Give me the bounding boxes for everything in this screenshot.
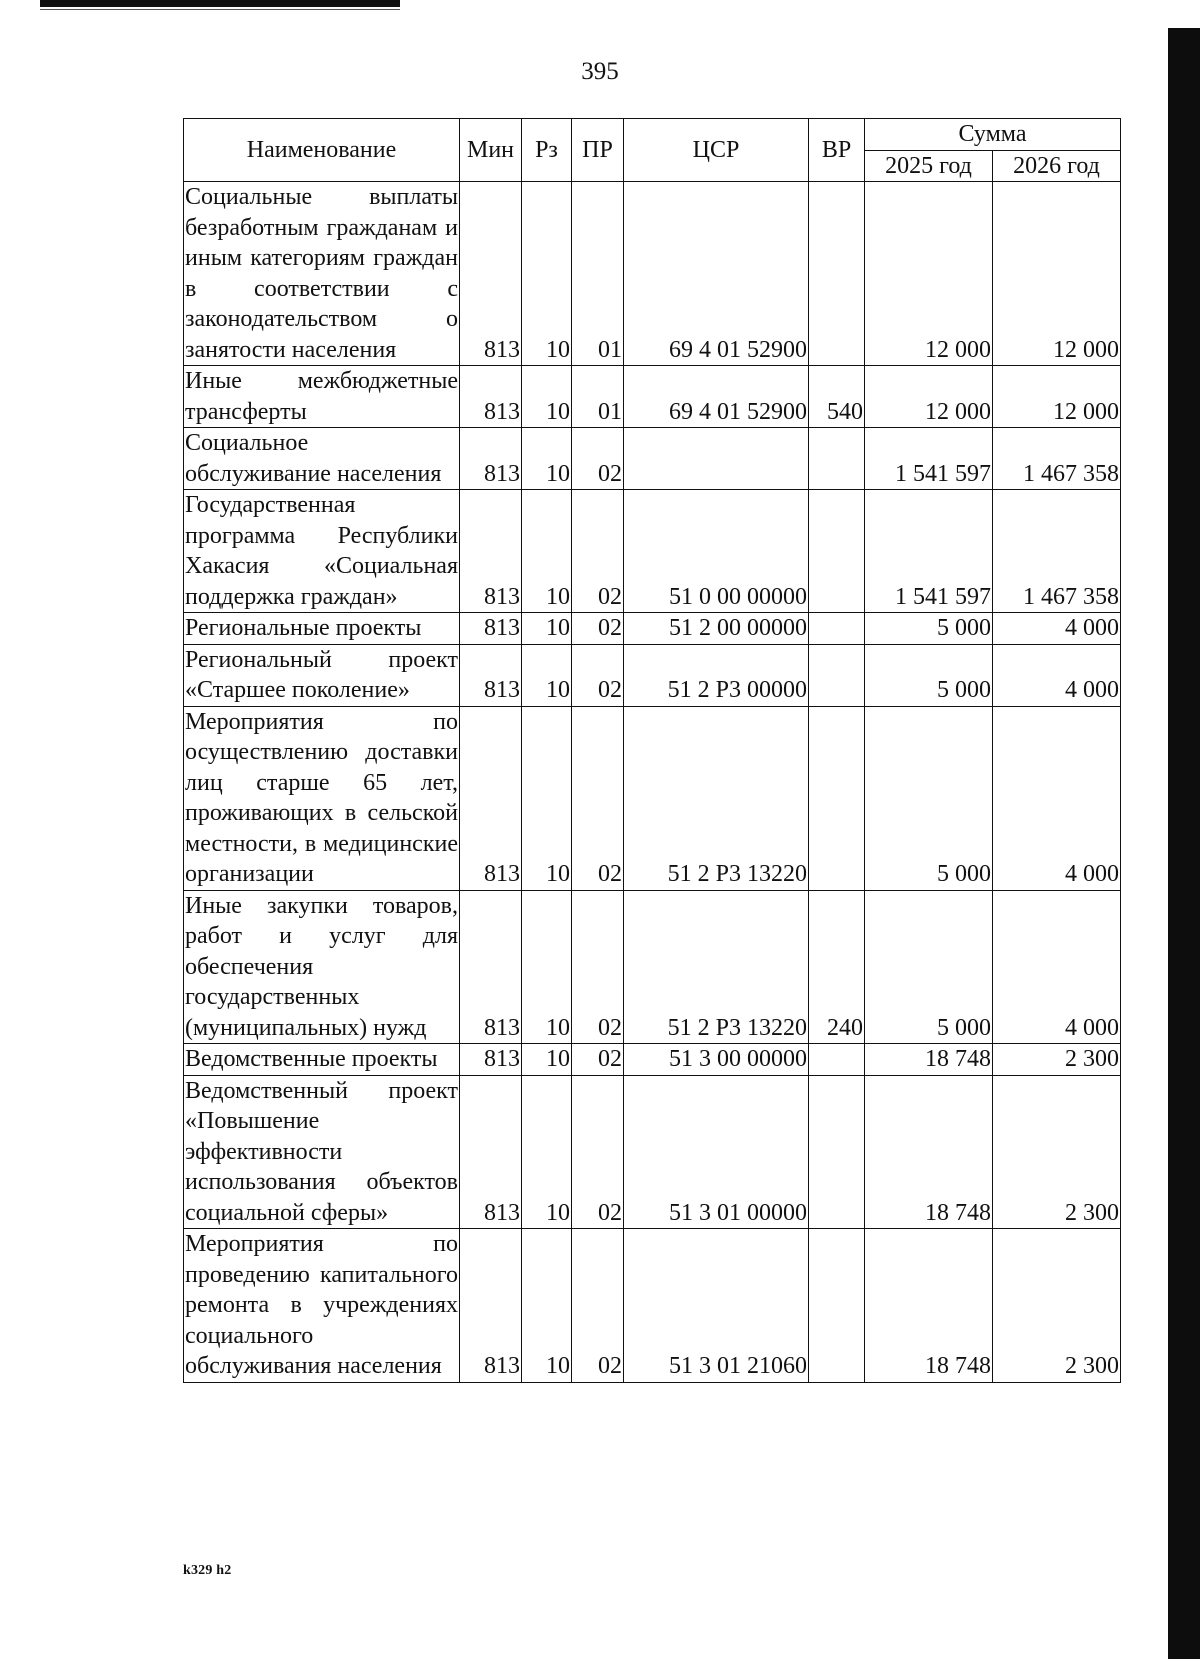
cell-sum-2026: 4 000 [993,890,1121,1044]
cell-csr: 51 3 00 00000 [624,1044,809,1076]
cell-rz: 10 [522,644,572,706]
cell-vr [809,613,865,645]
cell-pr: 02 [572,1044,624,1076]
cell-vr [809,428,865,490]
cell-min: 813 [460,1044,522,1076]
cell-rz: 10 [522,1075,572,1229]
cell-name: Государственная программа Республики Хакасия «Социальная поддержка граждан» [184,490,460,613]
header-sum: Сумма [865,119,1121,151]
cell-sum-2026: 4 000 [993,644,1121,706]
cell-min: 813 [460,1075,522,1229]
cell-pr: 02 [572,428,624,490]
cell-sum-2025: 18 748 [865,1229,993,1383]
header-year-2025: 2025 год [865,150,993,182]
cell-csr: 51 2 P3 00000 [624,644,809,706]
cell-sum-2025: 1 541 597 [865,428,993,490]
cell-pr: 02 [572,644,624,706]
table-row [184,613,1121,645]
cell-name: Ведомственные проекты [184,1044,460,1076]
cell-rz: 10 [522,428,572,490]
cell-min: 813 [460,182,522,366]
cell-csr: 51 2 P3 13220 [624,706,809,890]
table-row [184,182,1121,366]
table-row [184,428,1121,490]
cell-vr [809,182,865,366]
cell-name: Мероприятия по проведению капитального ремонта в учреждениях социального обслуживания населения [184,1229,460,1383]
cell-sum-2025: 12 000 [865,366,993,428]
cell-csr: 51 2 P3 13220 [624,890,809,1044]
cell-pr: 02 [572,706,624,890]
table-row [184,1229,1121,1383]
cell-sum-2026: 4 000 [993,706,1121,890]
cell-name: Социальное обслуживание населения [184,428,460,490]
page-number: 395 [581,58,619,85]
top-rule-thin [40,9,400,10]
cell-csr: 51 3 01 00000 [624,1075,809,1229]
cell-csr: 51 2 00 00000 [624,613,809,645]
cell-sum-2026: 2 300 [993,1075,1121,1229]
cell-name: Социальные выплаты безработным гражданам и иным категориям граждан в соответствии с законодательством о занятости населения [184,182,460,366]
cell-sum-2025: 5 000 [865,706,993,890]
cell-min: 813 [460,890,522,1044]
cell-rz: 10 [522,1229,572,1383]
cell-vr [809,1229,865,1383]
cell-pr: 02 [572,1075,624,1229]
cell-rz: 10 [522,1044,572,1076]
table-row [184,890,1121,1044]
table-row [184,706,1121,890]
header-min: Мин [460,119,522,182]
cell-vr [809,644,865,706]
cell-min: 813 [460,428,522,490]
cell-sum-2025: 5 000 [865,890,993,1044]
cell-pr: 02 [572,613,624,645]
cell-pr: 02 [572,1229,624,1383]
cell-name: Региональный проект «Старшее поколение» [184,644,460,706]
cell-sum-2026: 4 000 [993,613,1121,645]
cell-sum-2026: 2 300 [993,1044,1121,1076]
cell-pr: 01 [572,182,624,366]
table-row [184,1075,1121,1229]
cell-csr [624,428,809,490]
header-csr: ЦСР [624,119,809,182]
header-rz: Рз [522,119,572,182]
cell-csr: 69 4 01 52900 [624,366,809,428]
cell-min: 813 [460,613,522,645]
table-header [184,119,1121,182]
cell-sum-2026: 1 467 358 [993,490,1121,613]
cell-vr: 240 [809,890,865,1044]
cell-rz: 10 [522,490,572,613]
header-row-top [184,119,1121,151]
cell-vr [809,490,865,613]
cell-rz: 10 [522,890,572,1044]
cell-min: 813 [460,1229,522,1383]
cell-min: 813 [460,366,522,428]
cell-pr: 01 [572,366,624,428]
cell-pr: 02 [572,490,624,613]
cell-sum-2026: 2 300 [993,1229,1121,1383]
cell-sum-2026: 1 467 358 [993,428,1121,490]
cell-name: Иные закупки товаров, работ и услуг для обеспечения государственных (муниципальных) нужд [184,890,460,1044]
cell-sum-2026: 12 000 [993,182,1121,366]
cell-sum-2025: 5 000 [865,613,993,645]
table-row [184,366,1121,428]
cell-pr: 02 [572,890,624,1044]
cell-vr [809,1075,865,1229]
cell-min: 813 [460,490,522,613]
cell-rz: 10 [522,706,572,890]
cell-rz: 10 [522,182,572,366]
cell-name: Региональные проекты [184,613,460,645]
header-year-2026: 2026 год [993,150,1121,182]
cell-rz: 10 [522,613,572,645]
cell-sum-2025: 5 000 [865,644,993,706]
cell-vr [809,706,865,890]
cell-sum-2025: 12 000 [865,182,993,366]
cell-vr [809,1044,865,1076]
table-body [184,182,1121,1383]
cell-csr: 51 3 01 21060 [624,1229,809,1383]
cell-sum-2025: 18 748 [865,1075,993,1229]
table-row [184,644,1121,706]
cell-name: Иные межбюджетные трансферты [184,366,460,428]
budget-table [183,118,1121,1383]
scan-edge-bar [1168,28,1200,1659]
header-vr: ВР [809,119,865,182]
cell-min: 813 [460,706,522,890]
header-name: Наименование [184,119,460,182]
cell-sum-2025: 18 748 [865,1044,993,1076]
cell-min: 813 [460,644,522,706]
header-pr: ПР [572,119,624,182]
cell-sum-2026: 12 000 [993,366,1121,428]
cell-name: Мероприятия по осуществлению доставки лиц старше 65 лет, проживающих в сельской местности, в медицинские организации [184,706,460,890]
cell-name: Ведомственный проект «Повышение эффективности использования объектов социальной сферы» [184,1075,460,1229]
cell-csr: 69 4 01 52900 [624,182,809,366]
top-rule [40,0,400,7]
table-row [184,1044,1121,1076]
cell-sum-2025: 1 541 597 [865,490,993,613]
footer-code: k329 h2 [183,1563,232,1578]
cell-csr: 51 0 00 00000 [624,490,809,613]
cell-rz: 10 [522,366,572,428]
table-row [184,490,1121,613]
cell-vr: 540 [809,366,865,428]
